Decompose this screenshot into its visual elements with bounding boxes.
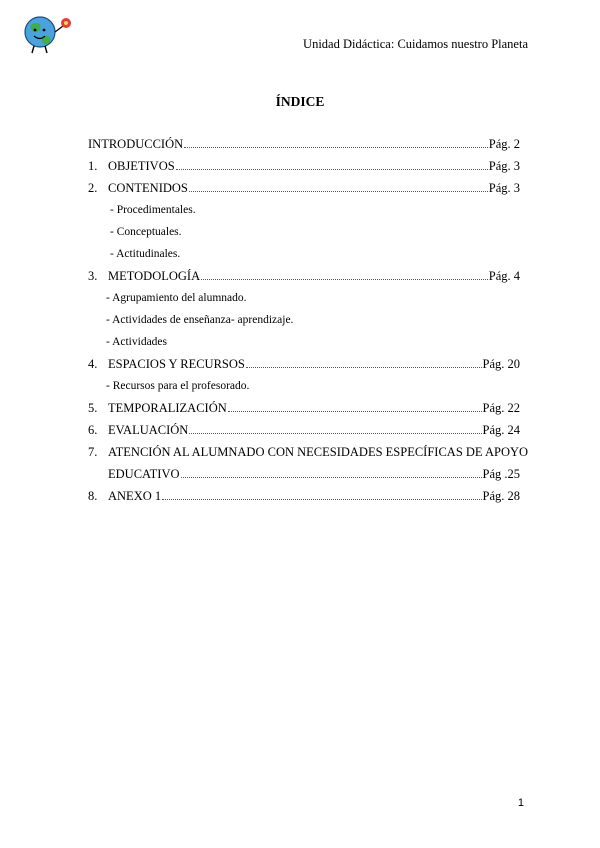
dot-leader	[162, 486, 481, 500]
toc-entry-page: Pág. 24	[482, 423, 520, 437]
toc-entry-page: Pág. 4	[488, 269, 520, 283]
toc-entry-atencion-continued[interactable]	[88, 463, 520, 485]
toc-entry-label: OBJETIVOS	[108, 159, 175, 173]
toc-subitem: - Procedimentales.	[110, 204, 196, 216]
toc-entry-metodologia[interactable]	[88, 265, 520, 287]
toc-entry-label-continued: EDUCATIVO	[108, 467, 180, 481]
earth-mascot-logo-icon	[22, 12, 74, 56]
toc-entry-label: ATENCIÓN AL ALUMNADO CON NECESIDADES ESPECÍFICAS DE APOYO	[108, 445, 529, 459]
toc-entry-atencion[interactable]	[88, 441, 529, 463]
toc-entry-label: INTRODUCCIÓN	[88, 137, 184, 151]
toc-entry-page: Pág. 20	[482, 357, 520, 371]
toc-subitem: - Conceptuales.	[110, 226, 182, 238]
dot-leader	[228, 398, 482, 412]
toc-entry-number: 1.	[88, 159, 98, 173]
toc-entry-temporalizacion[interactable]	[88, 397, 520, 419]
toc-entry-number: 2.	[88, 181, 98, 195]
toc-entry-evaluacion[interactable]	[88, 419, 520, 441]
toc-entry-anexo[interactable]	[88, 485, 520, 507]
dot-leader	[189, 420, 481, 434]
header-title: Unidad Didáctica: Cuidamos nuestro Planeta	[303, 37, 528, 51]
toc-entry-page: Pág. 2	[488, 137, 520, 151]
toc-entry-number: 4.	[88, 357, 98, 371]
toc-entry-page: Pág. 28	[482, 489, 520, 503]
toc-entry-page: Pág. 22	[482, 401, 520, 415]
dot-leader	[181, 464, 482, 478]
toc-entry-contenidos[interactable]	[88, 177, 520, 199]
toc-subitem: - Actitudinales.	[110, 248, 181, 260]
toc-entry-label: CONTENIDOS	[108, 181, 188, 195]
dot-leader	[176, 156, 488, 170]
toc-subitem: - Actividades	[106, 336, 167, 348]
toc-entry-label: ESPACIOS Y RECURSOS	[108, 357, 245, 371]
page-number: 1	[517, 797, 524, 809]
toc-entry-label: TEMPORALIZACIÓN	[108, 401, 227, 415]
toc-entry-number: 8.	[88, 489, 98, 503]
toc-entry-introduccion[interactable]	[88, 133, 520, 155]
toc-entry-label: ANEXO 1	[108, 489, 162, 503]
toc-entry-number: 5.	[88, 401, 98, 415]
toc-subitem: - Agrupamiento del alumnado.	[106, 292, 247, 304]
toc-entry-page: Pág. 3	[488, 159, 520, 173]
page-title: ÍNDICE	[275, 94, 325, 109]
dot-leader	[184, 134, 488, 148]
toc-entry-page: Pág. 3	[488, 181, 520, 195]
toc-entry-number: 3.	[88, 269, 98, 283]
table-of-contents	[88, 133, 529, 507]
toc-entry-number: 6.	[88, 423, 98, 437]
dot-leader	[189, 178, 488, 192]
toc-entry-number: 7.	[88, 445, 98, 459]
toc-entry-label: METODOLOGÍA	[108, 269, 201, 283]
toc-entry-label: EVALUACIÓN	[108, 423, 189, 437]
toc-subitem: - Actividades de enseñanza- aprendizaje.	[106, 314, 294, 326]
toc-entry-objetivos[interactable]	[88, 155, 520, 177]
dot-leader	[201, 266, 488, 280]
toc-entry-espacios[interactable]	[88, 353, 520, 375]
toc-entry-page: Pág .25	[482, 467, 520, 481]
dot-leader	[246, 354, 482, 368]
toc-subitem: - Recursos para el profesorado.	[106, 380, 250, 392]
